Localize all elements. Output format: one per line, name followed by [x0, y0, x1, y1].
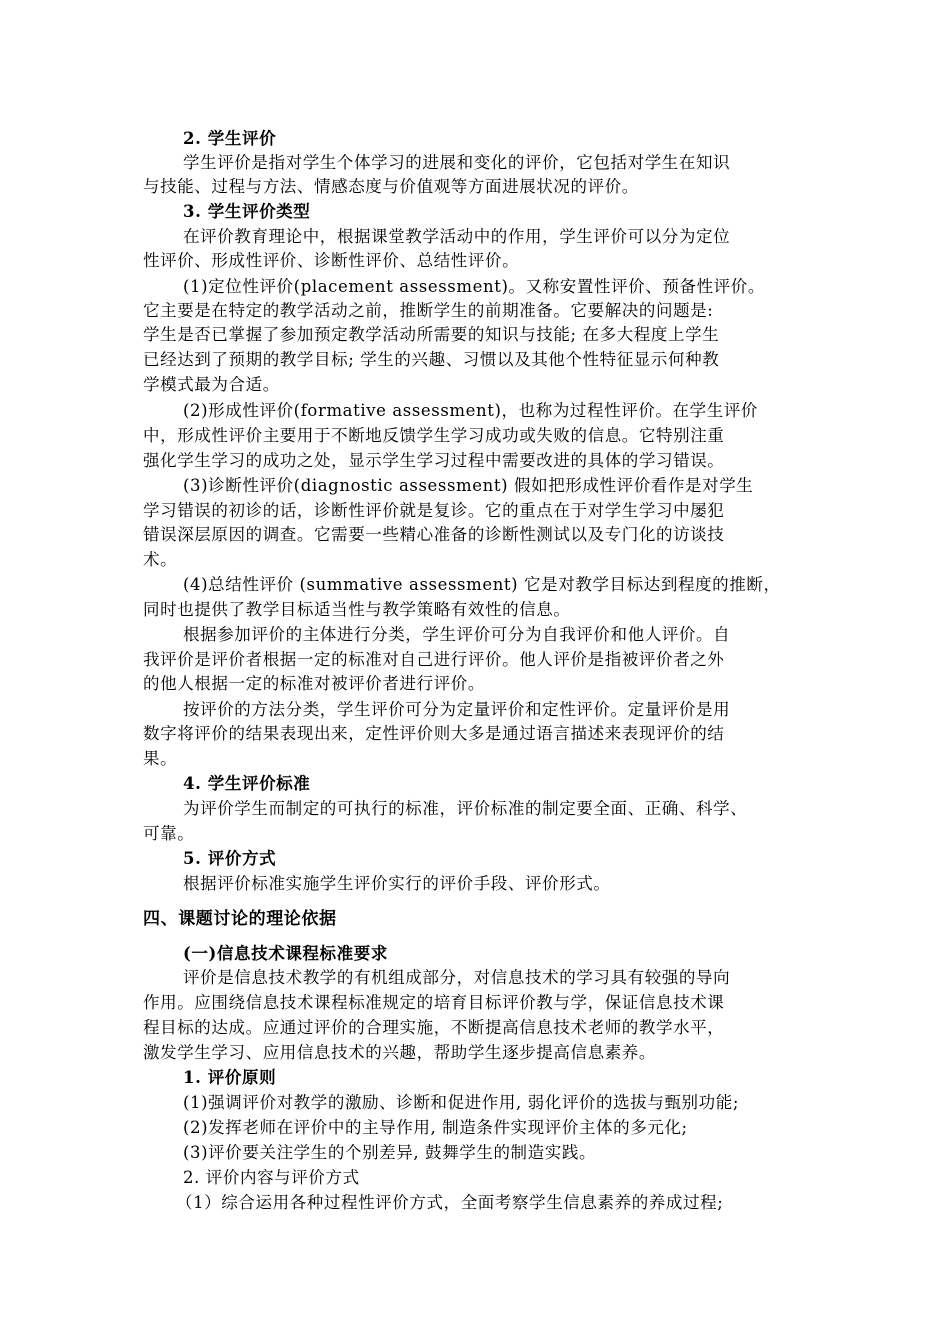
paragraph-line: 学生评价是指对学生个体学习的进展和变化的评价，它包括对学生在知识: [183, 153, 731, 172]
paragraph-line: 程目标的达成。应通过评价的合理实施，不断提高信息技术老师的教学水平，: [143, 1018, 725, 1037]
paragraph-line: 激发学生学习、应用信息技术的兴趣，帮助学生逐步提高信息素养。: [143, 1043, 656, 1062]
paragraph-line: 在评价教育理论中，根据课堂教学活动中的作用，学生评价可以分为定位: [183, 227, 731, 246]
paragraph-line: (3)诊断性评价(diagnostic assessment) 假如把形成性评价看作是对学生: [183, 476, 754, 495]
paragraph-line: 与技能、过程与方法、情感态度与价值观等方面进展状况的评价。: [143, 177, 639, 196]
heading-student-evaluation: 2. 学生评价: [183, 129, 277, 148]
paragraph-line: 已经达到了预期的教学目标; 学生的兴趣、习惯以及其他个性特征显示何种教: [143, 350, 720, 369]
paragraph-line: 中，形成性评价主要用于不断地反馈学生学习成功或失败的信息。它特别注重: [143, 426, 725, 445]
paragraph-line: 作用。应围绕信息技术课程标准规定的培育目标评价教与学，保证信息技术课: [143, 993, 725, 1012]
section-heading: 四、课题讨论的理论依据: [143, 909, 337, 929]
paragraph-line: (4)总结性评价 (summative assessment) 它是对教学目标达到程度的推断，: [183, 575, 781, 594]
paragraph-line: 评价是信息技术教学的有机组成部分，对信息技术的学习具有较强的导向: [183, 968, 731, 987]
paragraph-line: 学习错误的初诊的话，诊断性评价就是复诊。它的重点在于对学生学习中屡犯: [143, 501, 725, 520]
paragraph-line: 它主要是在特定的教学活动之前，推断学生的前期准备。它要解决的问题是:: [143, 301, 714, 320]
paragraph-line: 根据参加评价的主体进行分类，学生评价可分为自我评价和他人评价。自: [183, 625, 731, 644]
paragraph-line: (1)定位性评价(placement assessment)。又称安置性评价、预备性评价。: [183, 277, 765, 296]
paragraph-line: 术。: [143, 550, 178, 569]
paragraph-line: 的他人根据一定的标准对被评价者进行评价。: [143, 674, 485, 693]
paragraph-line: 可靠。: [143, 824, 195, 843]
paragraph-line: 为评价学生而制定的可执行的标准，评价标准的制定要全面、正确、科学、: [183, 799, 748, 818]
paragraph-line: 根据评价标准实施学生评价实行的评价手段、评价形式。: [183, 874, 611, 893]
heading-evaluation-types: 3. 学生评价类型: [183, 202, 311, 221]
subsection-heading: (一)信息技术课程标准要求: [183, 944, 388, 963]
paragraph-line: 性评价、形成性评价、诊断性评价、总结性评价。: [143, 251, 520, 270]
list-item: (3)评价要关注学生的个别差异, 鼓舞学生的制造实践。: [183, 1143, 597, 1162]
paragraph-line: 按评价的方法分类，学生评价可分为定量评价和定性评价。定量评价是用: [183, 700, 731, 719]
heading-evaluation-standard: 4. 学生评价标准: [183, 774, 311, 793]
heading-evaluation-principles: 1. 评价原则: [183, 1068, 277, 1087]
paragraph-line: 强化学生学习的成功之处，显示学生学习过程中需要改进的具体的学习错误。: [143, 451, 725, 470]
paragraph-line: 果。: [143, 749, 178, 768]
paragraph-line: 数字将评价的结果表现出来，定性评价则大多是通过语言描述来表现评价的结: [143, 724, 725, 743]
paragraph-line: 错误深层原因的调查。它需要一些精心准备的诊断性测试以及专门化的访谈技: [143, 525, 725, 544]
heading-evaluation-content: 2. 评价内容与评价方式: [183, 1168, 360, 1187]
heading-evaluation-method: 5. 评价方式: [183, 849, 277, 868]
paragraph-line: (2)形成性评价(formative assessment)，也称为过程性评价。在学生评价: [183, 401, 759, 420]
paragraph-line: 同时也提供了教学目标适当性与教学策略有效性的信息。: [143, 600, 571, 619]
list-item: (2)发挥老师在评价中的主导作用, 制造条件实现评价主体的多元化;: [183, 1118, 688, 1137]
paragraph-line: 学模式最为合适。: [143, 375, 280, 394]
paragraph-line: 学生是否已掌握了参加预定教学活动所需要的知识与技能; 在多大程度上学生: [143, 325, 720, 344]
paragraph-line: 我评价是评价者根据一定的标准对自己进行评价。他人评价是指被评价者之外: [143, 650, 725, 669]
list-item: （1）综合运用各种过程性评价方式，全面考察学生信息素养的养成过程;: [176, 1193, 724, 1212]
list-item: (1)强调评价对教学的激励、诊断和促进作用, 弱化评价的选拔与甄别功能;: [183, 1093, 740, 1112]
